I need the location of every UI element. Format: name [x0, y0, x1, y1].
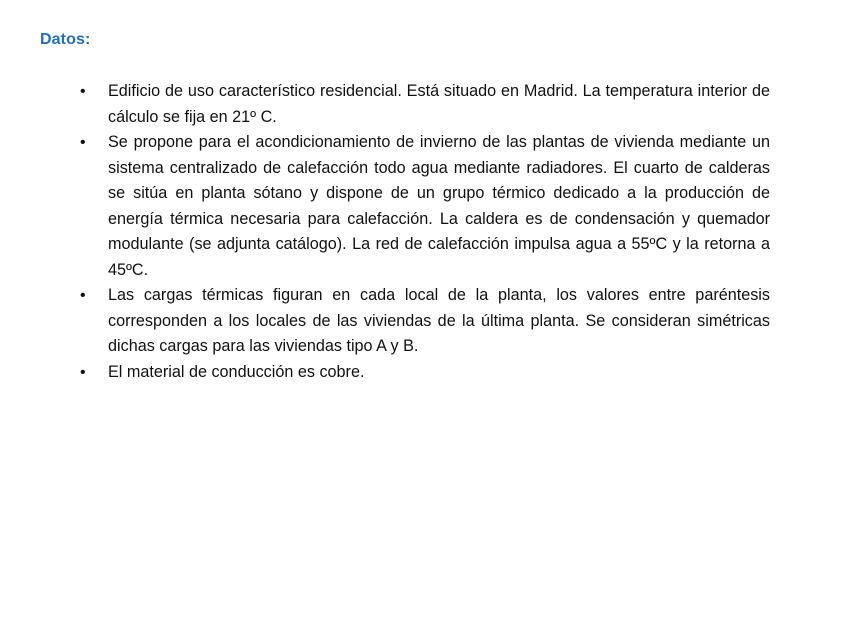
data-bullet-list: [78, 79, 770, 385]
bullet-text: Las cargas térmicas figuran en cada local de la planta, los valores entre paréntesis corresponden a los locales de las viviendas de la última planta. Se consideran simétricas dichas cargas para las viviendas tipo A y B.: [108, 286, 770, 355]
bullet-text: Se propone para el acondicionamiento de invierno de las plantas de vivienda mediante un sistema centralizado de calefacción todo agua mediante radiadores. El cuarto de calderas se sitúa en planta sótano y dispone de un grupo térmico dedicado a la producción de energía térmica necesaria para calefacción. La caldera es de condensación y quemador modulante (se adjunta catálogo). La red de calefacción impulsa agua a 55ºC y la retorna a 45ºC.: [108, 133, 770, 279]
bullet-text: El material de conducción es cobre.: [108, 362, 365, 381]
bullet-item-1: [78, 79, 770, 130]
section-heading: Datos:: [40, 31, 91, 48]
bullet-item-4: [78, 360, 770, 386]
bullet-icon: •: [80, 134, 86, 151]
bullet-icon: •: [80, 363, 86, 381]
bullet-item-2: [78, 130, 770, 283]
bullet-icon: •: [80, 83, 86, 100]
bullet-item-3: [78, 283, 770, 360]
bullet-text: Edificio de uso característico residencial. Está situado en Madrid. La temperatura interior de cálculo se fija en 21º C.: [108, 82, 770, 126]
bullet-icon: •: [80, 287, 86, 304]
